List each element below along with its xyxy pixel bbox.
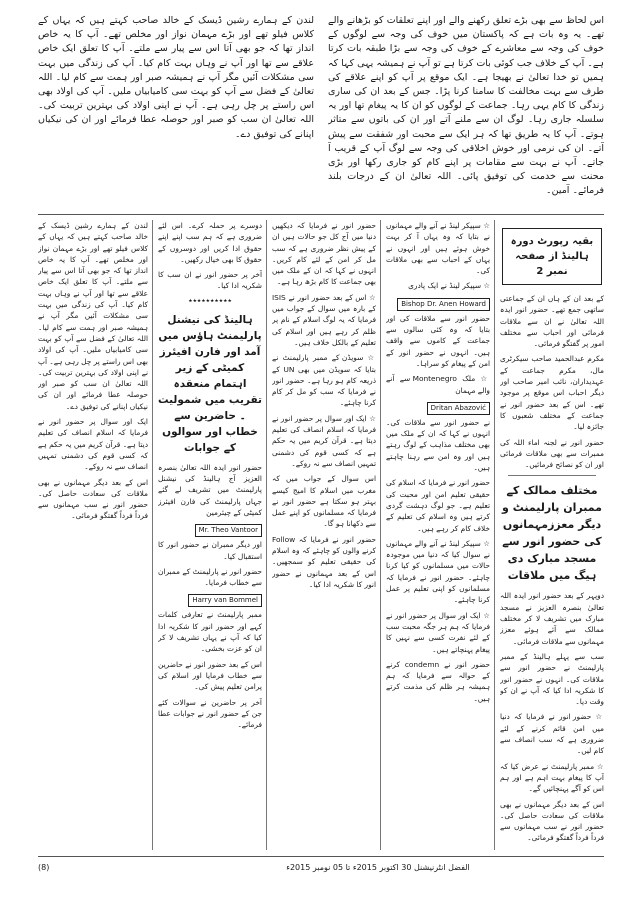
paragraph: ایک اور سوال پر حضور انور نے فرمایا کہ اسلام انصاف کی تعلیم دیتا ہے۔ قرآن کریم میں یہ حکم ہے کہ کسی قوم کی دشمنی تمہیں انصاف سے نہ روکے۔ (38, 417, 148, 472)
paragraph: حضور انور نے لجنہ اماء اللہ کی ممبرات سے بھی ملاقات فرمائی اور ان کو نصائح فرمائیں۔ (500, 437, 604, 470)
paragraph: ☆ ملک Montenegro سے آنے والے مہمان (386, 373, 490, 396)
paragraph: حضور انور سے ملاقات کی اور بتایا کہ وہ کئی سالوں سے جماعت کے کاموں سے واقف ہیں۔ انہوں نے حضور انور کے امن کے پیغام کو سراہا۔ (386, 313, 490, 368)
guest-name-box: Mr. Theo Vantoor (195, 524, 262, 537)
paragraph: دوسرے پر حملہ کرے۔ اس لئے ضروری ہے کہ ہم سب اپنے اپنے حقوق ادا کریں اور دوسروں کے حقوق کا بھی خیال رکھیں۔ (158, 221, 262, 264)
paragraph: نے حضور انور سے ملاقات کی۔ انہوں نے کہا کہ ان کے ملک میں بھی مختلف مذاہب کے لوگ رہتے ہیں اور وہ امن سے رہنا چاہتے ہیں۔ (386, 417, 490, 473)
continued-report-heading: بقیہ رپورٹ دورہ ہالینڈ از صفحہ نمبر 2 (502, 228, 602, 285)
paragraph: ☆ سویڈن کے ممبر پارلیمنٹ نے بتایا کہ سویڈن میں بھی UN کے ذریعہ کام ہو رہا ہے۔ حضور انور نے فرمایا کہ سب کو مل کر کام کرنا چاہئے۔ (272, 352, 376, 408)
page-footer (38, 860, 604, 876)
meeting-heading: مختلف ممالک کے ممبران پارلیمنٹ و دیگر معززمہمانوں کی حضور انور سے مسجد مبارک دی ہیگ میں ملاقات (502, 484, 602, 583)
paragraph: ☆ حضور انور نے فرمایا کہ دنیا میں امن قائم کرنے کے لئے ضروری ہے کہ سب انصاف سے کام لیں۔ (500, 711, 604, 756)
paragraph: اس سوال کے جواب میں کہ مغرب میں اسلام کا امیج کیسے بہتر ہو سکتا ہے حضور انور نے فرمایا کہ مسلمانوں کو اپنے عمل سے دکھانا ہو گا۔ (272, 474, 376, 529)
paragraph: حضور انور نے فرمایا کہ اسلام کی حقیقی تعلیم امن اور محبت کی تعلیم ہے۔ جو لوگ دہشت گردی کرتے ہیں وہ اسلام کی تعلیم کے خلاف کام کر رہے ہیں۔ (386, 478, 490, 533)
top-article (38, 14, 604, 208)
paragraph: حضور انور نے پارلیمنٹ کے ممبران سے خطاب فرمایا۔ (158, 566, 262, 588)
paragraph: حضور انور نے condemn کرنے کے حوالہ سے فرمایا کہ ہم ہمیشہ ہر ظلم کی مذمت کرتے ہیں۔ (386, 659, 490, 703)
paragraph: ☆ ایک اور سوال پر حضور انور نے فرمایا کہ ہم ہر جگہ محبت سب کے لئے نفرت کسی سے نہیں کا پیغام پہنچاتے ہیں۔ (386, 610, 490, 655)
separator-dots: ٭٭٭٭٭٭٭٭٭٭ (188, 295, 232, 305)
paragraph: حضور انور نے فرمایا کہ Follow کرنے والوں کو چاہئے کہ وہ اسلام کی حقیقی تعلیم کو سمجھیں۔ اس کے بعد مہمانوں نے حضور انور کا شکریہ ادا کیا۔ (272, 534, 376, 589)
paragraph: اس کے بعد حضور انور نے حاضرین سے خطاب فرمایا اور اسلام کی پرامن تعلیم پیش کی۔ (158, 659, 262, 692)
lower-columns (38, 220, 604, 850)
guest-name-box: Bishop Dr. Anen Howard (397, 298, 490, 311)
footer-divider (38, 856, 604, 857)
paragraph: اس کے بعد دیگر مہمانوں نے بھی ملاقات کی سعادت حاصل کی۔ حضور انور نے سب مہمانوں سے فرداً فرداً گفتگو فرمائی۔ (500, 799, 604, 843)
column-4 (158, 220, 262, 850)
paragraph: اس کے بعد دیگر مہمانوں نے بھی ملاقات کی سعادت حاصل کی۔ حضور انور نے سب مہمانوں سے فرداً فرداً گفتگو فرمائی۔ (38, 477, 148, 521)
parliament-visit-heading: ہالینڈ کی نیشنل پارلیمنٹ ہاؤس میں آمد اور فارن افیئرز کمیٹی کے زیر اہتمام منعقدہ تقریب میں شمولیت ۔ حاضرین سے خطاب اور سوالوں کے جوابات (158, 313, 262, 454)
paragraph: کے بعد ان کے ہاں ان کے جماعتی ساتھی جمع تھے۔ حضور انور ایدہ اللہ تعالیٰ نے ان سے ملاقات فرمائی اور احباب سے مختلف امور پر گفتگو فرمائی۔ (500, 294, 604, 349)
paragraph: اور دیگر ممبران نے حضور انور کا استقبال کیا۔ (158, 540, 262, 561)
column-5 (38, 220, 148, 850)
paragraph: آخر پر حضور انور نے ان سب کا شکریہ ادا کیا۔ (158, 270, 262, 291)
guest-name-box: Harry van Bommel (188, 594, 262, 607)
paragraph: حضور انور ایدہ اللہ تعالیٰ بنصرہ العزیز آج ہالینڈ کی نیشنل پارلیمنٹ میں تشریف لے گئے جہاں پارلیمنٹ کی فارن افیئرز کمیٹی کے چیئرمین (158, 462, 262, 517)
paragraph: سب سے پہلے ہالینڈ کے ممبر پارلیمنٹ نے حضور انور سے ملاقات کی۔ انہوں نے حضور انور کا شکریہ ادا کیا کہ آپ نے ان کو وقت دیا۔ (500, 651, 604, 707)
page-number: (8) (38, 863, 50, 872)
top-article-col-right: اس لحاظ سے بھی بڑے تعلق رکھنے والے اور اپنے تعلقات کو بڑھانے والے تھے۔ یہ وہ بات ہے کہ پاکستان میں خوف کی وجہ سے لوگوں کے خوف کی وجہ سے معاشرے کے خوف کی وجہ سے بڑا طبقہ بات کرتا ہے۔ آپ کے خلاف جب کوئی بات کرتا ہے تو آپ نے ہمیشہ یہی کہا کہ ہمیں تو خدا تعالیٰ نے بھیجا ہے۔ ایک موقع پر آپ کو اپنے علاقے کی طرف سے بہت مخالفت کا سامنا کرنا پڑا۔ جس کے بعد ان کی ساری زندگی کا کام یہی رہا۔ جماعت کے لوگوں کو ان کا یہ پیغام تھا اور یہ سلسلہ جاری رہا۔ لوگ ان سے ملنے آتے اور ان کی باتوں سے متاثر ہوتے۔ آپ کا یہ طریق تھا کہ ہر ایک سے محبت اور شفقت سے پیش آتے۔ ان کی نرمی اور خوش اخلاقی کی وجہ سے لوگ آپ کے قریب آ جاتے۔ آپ نے بہت سے مقامات پر اپنے کام کو جاری رکھا اور بڑی محنت سے خدمت کی توفیق پائی۔ اللہ تعالیٰ ان کے درجات بلند فرمائے۔ آمین۔ (328, 15, 604, 197)
paragraph: ممبر پارلیمنٹ نے تعارفی کلمات کہے اور حضور انور کا شکریہ ادا کیا کہ آپ نے یہاں تشریف لا کر ان کو عزت بخشی۔ (158, 610, 262, 654)
column-2 (386, 220, 490, 850)
paragraph: ☆ سپیکر لینڈ نے آنے والے مہمانوں نے سوال کیا کہ دنیا میں موجودہ حالات میں مسلمانوں کو کیا کرنا چاہئے۔ حضور انور نے فرمایا کہ مسلمانوں کو اپنی تعلیم پر عمل کرنا چاہئے۔ (386, 538, 490, 606)
top-article-col-left: لندن کے ہمارے رشین ڈیسک کے خالد صاحب کہتے ہیں کہ یہاں کے کلاس فیلو تھے اور بڑے مہمان نواز اور مخلص تھے۔ آپ کا یہ خاص انداز تھا کہ جو بھی آتا اس سے پیار سے ملتے۔ آپ کا تعلق ایک خاص علاقے سے تھا اور آپ نے وہاں بہت کام کیا۔ آپ کی زندگی میں بہت سی مشکلات آئیں مگر آپ نے ہمیشہ صبر اور ہمت سے کام لیا۔ اللہ تعالیٰ کے فضل سے آپ کو بہت سی کامیابیاں ملیں۔ آپ کی اولاد بھی اس راستے پر چل رہی ہے۔ آپ نے اپنی اولاد کی بہترین تربیت کی۔ اللہ تعالیٰ ان سب کو صبر اور حوصلہ عطا فرمائے اور ان کی نیکیاں اپنانے کی توفیق دے۔ (38, 15, 314, 140)
top-divider (38, 214, 604, 215)
column-3 (272, 220, 376, 850)
guest-name-box: Dritan Abazović (427, 402, 490, 415)
paragraph: آخر پر حاضرین نے سوالات کئے جن کے حضور انور نے جوابات عطا فرمائے۔ (158, 697, 262, 730)
paragraph: ☆ ایک اور سوال پر حضور انور نے فرمایا کہ اسلام انصاف کی تعلیم دیتا ہے۔ قرآن کریم میں یہ حکم ہے کہ کسی قوم کی دشمنی تمہیں انصاف سے نہ روکے۔ (272, 413, 376, 469)
paragraph: حضور انور نے فرمایا کہ دیکھیں دنیا میں آج کل جو حالات ہیں ان کے پیش نظر ضروری ہے کہ سب مل کر امن کے لئے کام کریں۔ انہوں نے کہا کہ ان کے ملک میں بھی جماعت کا کام بڑھ رہا ہے۔ (272, 221, 376, 287)
paragraph: مکرم عبدالحمید صاحب سیکرٹری مال، مکرم جماعت کے عہدیداران، نائب امیر صاحب اور دیگر احباب اس موقع پر موجود تھے۔ اس کے بعد حضور انور نے جماعت کے مختلف شعبوں کا جائزہ لیا۔ (500, 354, 604, 432)
paragraph: ☆ اس کے بعد حضور انور نے ISIS کے بارہ میں سوال کے جواب میں فرمایا کہ یہ لوگ اسلام کے نام پر ظلم کر رہے ہیں اور اسلام کی تعلیم کے بالکل خلاف ہیں۔ (272, 292, 376, 348)
paragraph: ☆ سپیکر لینڈ نے ایک پادری (386, 280, 490, 291)
paragraph: لندن کے ہمارے رشین ڈیسک کے خالد صاحب کہتے ہیں کہ یہاں کے کلاس فیلو تھے اور بڑے مہمان نواز اور مخلص تھے۔ آپ کا یہ خاص انداز تھا کہ جو بھی آتا اس سے پیار سے ملتے۔ آپ کا تعلق ایک خاص علاقے سے تھا اور آپ نے وہاں بہت کام کیا۔ آپ کی زندگی میں بہت سی مشکلات آئیں مگر آپ نے ہمیشہ صبر اور ہمت سے کام لیا۔ اللہ تعالیٰ کے فضل سے آپ کو بہت سی کامیابیاں ملیں۔ آپ کی اولاد بھی اس راستے پر چل رہی ہے۔ آپ نے اپنی اولاد کی بہترین تربیت کی۔ اللہ تعالیٰ ان سب کو صبر اور حوصلہ عطا فرمائے اور ان کی نیکیاں اپنانے کی توفیق دے۔ (38, 221, 148, 411)
publication-line: الفضل انٹرنیشنل 30 اکتوبر 2015ء تا 05 نومبر 2015ء (286, 863, 470, 872)
divider (508, 475, 596, 476)
column-1 (500, 220, 604, 850)
paragraph: ☆ ممبر پارلیمنٹ نے عرض کیا کہ آپ کا پیغام بہت اہم ہے اور ہم اس کو آگے پہنچائیں گے۔ (500, 761, 604, 795)
paragraph: ☆ سپیکر لینڈ نے آنے والے مہمانوں نے بتایا کہ وہ یہاں آ کر بہت خوش ہوئے ہیں اور انہوں نے یہاں کے احباب سے بھی ملاقات کی۔ (386, 220, 490, 276)
paragraph: دوپہر کے بعد حضور انور ایدہ اللہ تعالیٰ بنصرہ العزیز نے مسجد مبارک میں تشریف لا کر مختلف ممالک سے آئے ہوئے معزز مہمانوں سے ملاقات فرمائی۔ (500, 591, 604, 646)
